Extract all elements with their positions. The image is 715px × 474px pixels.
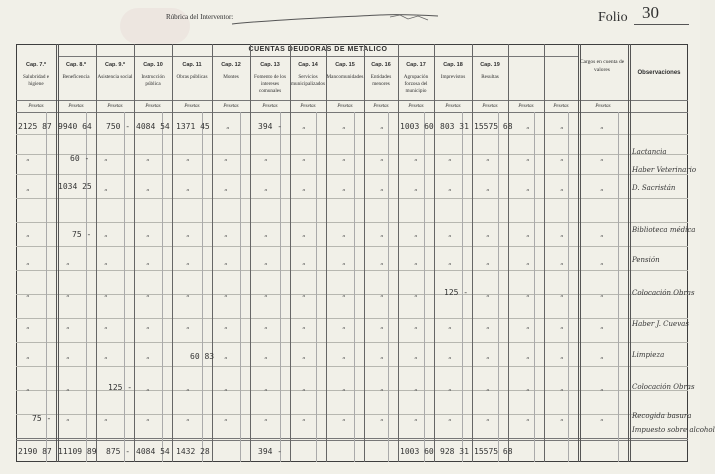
svg-text:„: „ xyxy=(224,385,228,392)
svg-text:„: „ xyxy=(26,353,30,360)
svg-text:„: „ xyxy=(104,323,108,330)
svg-text:„: „ xyxy=(302,291,306,298)
svg-text:„: „ xyxy=(380,385,384,392)
total-c10: 4084 54 xyxy=(136,447,170,456)
svg-text:„: „ xyxy=(146,353,150,360)
svg-text:„: „ xyxy=(486,231,490,238)
svg-text:„: „ xyxy=(380,291,384,298)
svg-text:„: „ xyxy=(526,323,530,330)
svg-text:„: „ xyxy=(146,291,150,298)
svg-text:„: „ xyxy=(526,185,530,192)
col-cap-11: Cap. 11 xyxy=(182,62,202,68)
svg-text:„: „ xyxy=(342,385,346,392)
entry-r4-c8: 75 - xyxy=(72,230,92,239)
svg-text:„: „ xyxy=(302,323,306,330)
col-unit-13: Pesetas xyxy=(262,104,278,109)
svg-text:„: „ xyxy=(560,185,564,192)
col-unit-8: Pesetas xyxy=(68,104,84,109)
svg-text:„: „ xyxy=(486,291,490,298)
svg-text:„: „ xyxy=(486,323,490,330)
svg-text:„: „ xyxy=(26,231,30,238)
svg-text:„: „ xyxy=(380,415,384,422)
col-cap-15: Cap. 15 xyxy=(335,62,355,68)
svg-text:„: „ xyxy=(380,155,384,162)
col-title-8: Beneficencia xyxy=(62,74,90,80)
svg-text:„: „ xyxy=(264,155,268,162)
svg-text:„: „ xyxy=(146,259,150,266)
obs-10: Recogida basura xyxy=(632,412,692,420)
total-c19: 15575 68 xyxy=(474,447,513,456)
svg-text:„: „ xyxy=(224,323,228,330)
svg-text:„: „ xyxy=(526,259,530,266)
svg-text:„: „ xyxy=(380,123,384,130)
svg-text:„: „ xyxy=(66,323,70,330)
svg-text:„: „ xyxy=(448,185,452,192)
entry-r1-c11: 1371 45 xyxy=(176,122,210,131)
observaciones-header: Observaciones xyxy=(637,70,681,76)
svg-text:„: „ xyxy=(66,415,70,422)
svg-text:„: „ xyxy=(264,385,268,392)
svg-text:„: „ xyxy=(600,231,604,238)
svg-text:„: „ xyxy=(486,415,490,422)
svg-text:„: „ xyxy=(342,155,346,162)
col-unit-14: Pesetas xyxy=(300,104,316,109)
svg-text:„: „ xyxy=(146,155,150,162)
col-title-13: Fomento de los intereses comunales xyxy=(254,74,286,94)
svg-text:„: „ xyxy=(186,415,190,422)
col-unit-blank-2: Pesetas xyxy=(553,104,569,109)
svg-text:„: „ xyxy=(414,155,418,162)
obs-3: D. Sacristán xyxy=(632,184,676,192)
svg-text:„: „ xyxy=(264,415,268,422)
col-title-17: Agrupación forzosa del municipio xyxy=(403,74,429,94)
svg-text:„: „ xyxy=(26,385,30,392)
col-cap-9: Cap. 9.º xyxy=(104,62,126,68)
svg-text:„: „ xyxy=(224,185,228,192)
svg-text:„: „ xyxy=(302,155,306,162)
obs-7: Haber J. Cuevas xyxy=(632,320,689,328)
col-unit-7: Pesetas xyxy=(28,104,44,109)
col-unit-12: Pesetas xyxy=(223,104,239,109)
svg-text:„: „ xyxy=(342,291,346,298)
svg-text:„: „ xyxy=(560,385,564,392)
total-c7: 2190 87 xyxy=(18,447,52,456)
svg-text:„: „ xyxy=(66,385,70,392)
svg-text:„: „ xyxy=(302,123,306,130)
section-title: CUENTAS DEUDORAS DE METALICO xyxy=(248,46,388,53)
svg-text:„: „ xyxy=(146,385,150,392)
svg-text:„: „ xyxy=(342,415,346,422)
svg-text:„: „ xyxy=(448,155,452,162)
col-unit-9: Pesetas xyxy=(107,104,123,109)
svg-text:„: „ xyxy=(560,259,564,266)
col-unit-18: Pesetas xyxy=(445,104,461,109)
total-c18: 928 31 xyxy=(440,447,469,456)
svg-text:„: „ xyxy=(186,323,190,330)
svg-text:„: „ xyxy=(448,385,452,392)
svg-text:„: „ xyxy=(104,291,108,298)
folio-label: Folio xyxy=(598,10,628,25)
obs-9: Colocación Obras xyxy=(632,383,695,391)
svg-text:„: „ xyxy=(104,155,108,162)
col-title-11: Obras públicas xyxy=(176,74,208,80)
svg-text:„: „ xyxy=(26,155,30,162)
svg-text:„: „ xyxy=(342,323,346,330)
svg-text:„: „ xyxy=(264,353,268,360)
svg-text:„: „ xyxy=(560,415,564,422)
svg-text:„: „ xyxy=(342,259,346,266)
entry-r1-c9: 750 - xyxy=(106,122,131,131)
svg-text:„: „ xyxy=(302,231,306,238)
entry-r1-c17: 1003 60 xyxy=(400,122,434,131)
svg-text:„: „ xyxy=(560,155,564,162)
col-title-14: Servicios municipalizados xyxy=(291,74,325,87)
col-cap-16: Cap. 16 xyxy=(371,62,391,68)
col-title-19: Resultas xyxy=(481,74,499,80)
svg-text:„: „ xyxy=(414,259,418,266)
svg-text:„: „ xyxy=(26,291,30,298)
svg-text:„: „ xyxy=(486,385,490,392)
obs-6: Colocación Obras xyxy=(632,289,695,297)
svg-text:„: „ xyxy=(186,185,190,192)
svg-text:„: „ xyxy=(224,155,228,162)
svg-text:„: „ xyxy=(342,231,346,238)
obs-1: Lactancia xyxy=(632,148,667,156)
svg-text:„: „ xyxy=(186,155,190,162)
svg-text:„: „ xyxy=(486,353,490,360)
col-title-7: Salubridad e higiene xyxy=(22,74,50,87)
svg-text:„: „ xyxy=(380,231,384,238)
svg-text:„: „ xyxy=(414,231,418,238)
obs-2: Haber Veterinario xyxy=(632,166,697,174)
svg-text:„: „ xyxy=(526,353,530,360)
svg-text:„: „ xyxy=(414,415,418,422)
svg-text:„: „ xyxy=(342,353,346,360)
col-title-16: Entidades menores xyxy=(370,74,392,87)
col-title-9: Asistencia social xyxy=(97,74,133,80)
svg-text:„: „ xyxy=(600,291,604,298)
entry-r6-c11: 60 83 xyxy=(190,352,215,361)
svg-text:„: „ xyxy=(26,323,30,330)
col-title-15: Mancomunidades xyxy=(326,74,364,80)
svg-text:„: „ xyxy=(600,415,604,422)
svg-text:„: „ xyxy=(224,353,228,360)
entry-r1-c7: 2125 87 xyxy=(18,122,52,131)
svg-text:„: „ xyxy=(560,123,564,130)
svg-text:„: „ xyxy=(226,123,230,130)
entry-r1-c8: 9940 64 xyxy=(58,122,92,131)
col-title-10: Instrucción pública xyxy=(141,74,165,87)
svg-text:„: „ xyxy=(600,385,604,392)
svg-text:„: „ xyxy=(560,353,564,360)
folio-number: 30 xyxy=(642,3,659,22)
svg-text:„: „ xyxy=(224,291,228,298)
svg-text:„: „ xyxy=(302,185,306,192)
svg-text:„: „ xyxy=(560,231,564,238)
entry-r1-c19: 15575 68 xyxy=(474,122,513,131)
svg-text:„: „ xyxy=(448,323,452,330)
svg-text:„: „ xyxy=(146,415,150,422)
svg-text:„: „ xyxy=(414,291,418,298)
svg-text:„: „ xyxy=(66,353,70,360)
col-cap-12: Cap. 12 xyxy=(221,62,241,68)
col-cap-13: Cap. 13 xyxy=(260,62,280,68)
svg-text:„: „ xyxy=(264,323,268,330)
svg-text:„: „ xyxy=(186,385,190,392)
entry-r3-c8: 1034 25 xyxy=(58,182,92,191)
svg-text:„: „ xyxy=(414,323,418,330)
rubric-label: Rúbrica del Interventor: xyxy=(166,13,234,21)
entry-r5-c18: 125 - xyxy=(444,288,469,297)
col-unit-19: Pesetas xyxy=(482,104,498,109)
svg-text:„: „ xyxy=(448,231,452,238)
svg-text:„: „ xyxy=(380,353,384,360)
entry-r1-c10: 4084 54 xyxy=(136,122,170,131)
total-c8: 11109 89 xyxy=(58,447,97,456)
svg-text:„: „ xyxy=(26,185,30,192)
entry-r1-c13: 394 - xyxy=(258,122,283,131)
col-unit-15: Pesetas xyxy=(337,104,353,109)
obs-11: Impuesto sobre alcohol xyxy=(632,426,715,434)
svg-text:„: „ xyxy=(526,155,530,162)
col-unit-blank-1: Pesetas xyxy=(518,104,534,109)
col-cap-10: Cap. 10 xyxy=(143,62,163,68)
svg-text:„: „ xyxy=(302,385,306,392)
svg-text:„: „ xyxy=(186,259,190,266)
svg-text:„: „ xyxy=(104,415,108,422)
svg-text:„: „ xyxy=(526,415,530,422)
svg-text:„: „ xyxy=(560,291,564,298)
svg-text:„: „ xyxy=(414,353,418,360)
col-title-18: Imprevistos xyxy=(440,74,466,80)
svg-text:„: „ xyxy=(264,259,268,266)
svg-text:„: „ xyxy=(146,185,150,192)
svg-text:„: „ xyxy=(302,353,306,360)
entry-r7-c9: 125 - xyxy=(108,383,133,392)
col-title-12: Montes xyxy=(223,74,239,80)
col-cap-8: Cap. 8.º xyxy=(65,62,87,68)
entry-r1-c18: 803 31 xyxy=(440,122,469,131)
svg-text:„: „ xyxy=(302,415,306,422)
svg-text:„: „ xyxy=(264,231,268,238)
svg-text:„: „ xyxy=(66,259,70,266)
svg-text:„: „ xyxy=(600,259,604,266)
svg-text:„: „ xyxy=(380,185,384,192)
cargos-header: Cargos en cuenta de valores xyxy=(579,59,625,73)
svg-text:„: „ xyxy=(264,291,268,298)
svg-text:„: „ xyxy=(600,185,604,192)
col-cap-14: Cap. 14 xyxy=(298,62,318,68)
total-c11: 1432 28 xyxy=(176,447,210,456)
svg-text:„: „ xyxy=(380,323,384,330)
svg-text:„: „ xyxy=(342,185,346,192)
svg-text:„: „ xyxy=(526,291,530,298)
obs-5: Pensión xyxy=(632,256,660,264)
svg-text:„: „ xyxy=(526,123,530,130)
svg-text:„: „ xyxy=(526,385,530,392)
svg-text:„: „ xyxy=(600,353,604,360)
svg-text:„: „ xyxy=(600,123,604,130)
svg-text:„: „ xyxy=(486,155,490,162)
col-cap-17: Cap. 17 xyxy=(406,62,426,68)
svg-text:„: „ xyxy=(448,353,452,360)
svg-text:„: „ xyxy=(600,155,604,162)
svg-text:„: „ xyxy=(186,231,190,238)
svg-text:„: „ xyxy=(186,291,190,298)
svg-text:„: „ xyxy=(66,291,70,298)
total-c17: 1003 60 xyxy=(400,447,434,456)
total-c9: 875 - xyxy=(106,447,131,456)
svg-text:„: „ xyxy=(448,259,452,266)
svg-text:„: „ xyxy=(146,231,150,238)
obs-4: Biblioteca médica xyxy=(632,226,696,234)
cargos-unit: Pesetas xyxy=(595,104,611,109)
entry-r8-c7: 75 - xyxy=(32,414,52,423)
obs-8: Limpieza xyxy=(632,351,665,359)
col-unit-17: Pesetas xyxy=(408,104,424,109)
svg-text:„: „ xyxy=(448,415,452,422)
svg-text:„: „ xyxy=(600,323,604,330)
total-c13: 394 - xyxy=(258,447,283,456)
svg-text:„: „ xyxy=(380,259,384,266)
col-cap-18: Cap. 18 xyxy=(443,62,463,68)
col-cap-19: Cap. 19 xyxy=(480,62,500,68)
col-unit-10: Pesetas xyxy=(145,104,161,109)
svg-text:„: „ xyxy=(526,231,530,238)
svg-text:„: „ xyxy=(104,353,108,360)
svg-text:„: „ xyxy=(104,185,108,192)
col-unit-11: Pesetas xyxy=(184,104,200,109)
svg-text:„: „ xyxy=(104,259,108,266)
svg-text:„: „ xyxy=(342,123,346,130)
svg-text:„: „ xyxy=(486,185,490,192)
svg-text:„: „ xyxy=(264,185,268,192)
svg-text:„: „ xyxy=(224,415,228,422)
svg-text:„: „ xyxy=(26,259,30,266)
svg-text:„: „ xyxy=(486,259,490,266)
entry-r2-c8: 60 - xyxy=(70,154,90,163)
svg-text:„: „ xyxy=(104,231,108,238)
svg-text:„: „ xyxy=(414,385,418,392)
svg-text:„: „ xyxy=(224,231,228,238)
svg-text:„: „ xyxy=(146,323,150,330)
svg-text:„: „ xyxy=(224,259,228,266)
svg-text:„: „ xyxy=(560,323,564,330)
svg-text:„: „ xyxy=(414,185,418,192)
col-cap-7: Cap. 7.º xyxy=(25,62,47,68)
col-unit-16: Pesetas xyxy=(373,104,389,109)
svg-text:„: „ xyxy=(302,259,306,266)
